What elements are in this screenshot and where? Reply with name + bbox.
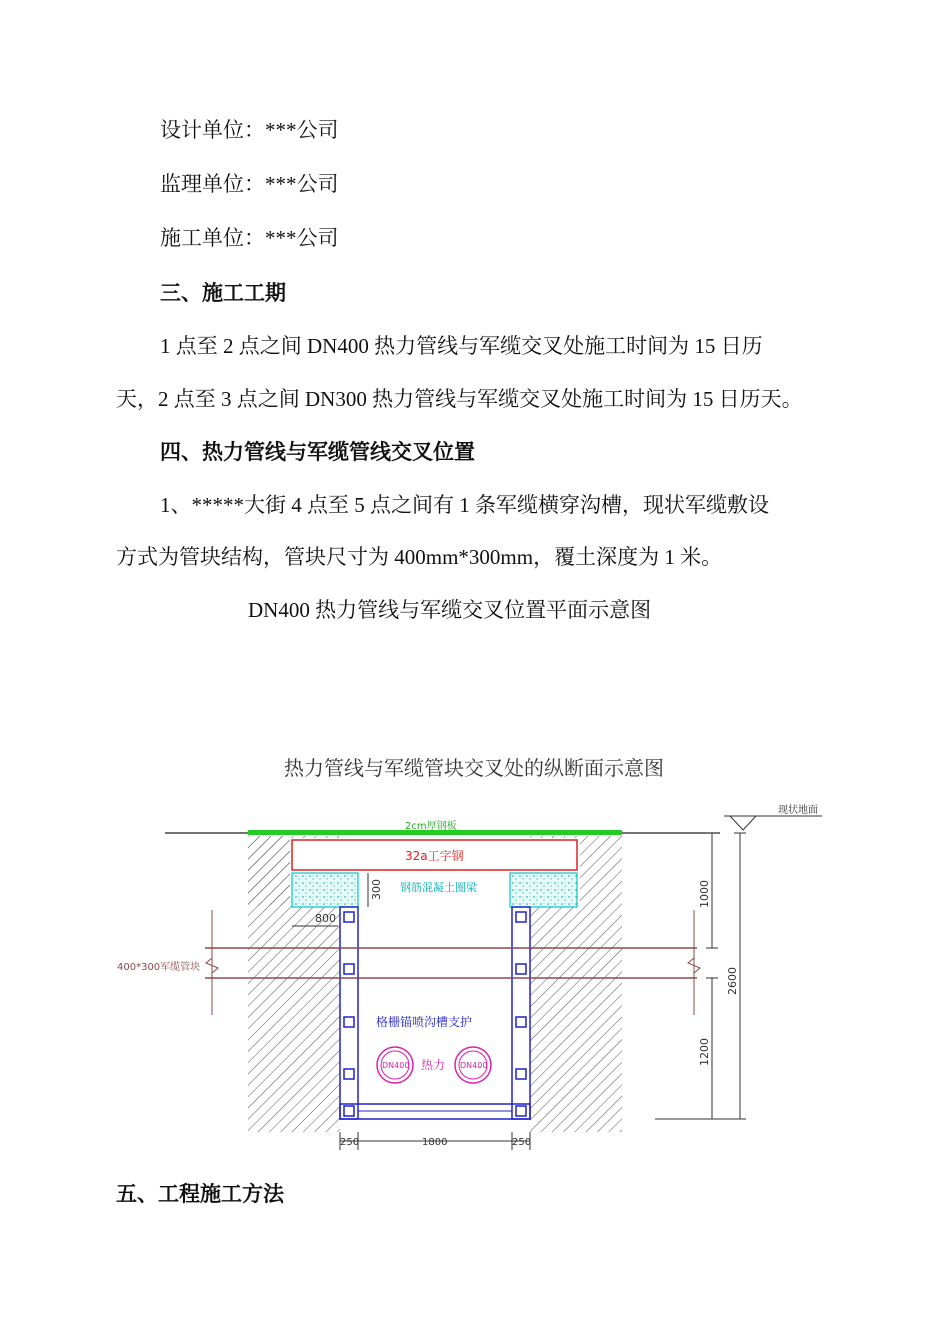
section5-heading: 五、工程施工方法 bbox=[116, 1182, 284, 1206]
supervision-unit-line: 监理单位：***公司 bbox=[160, 172, 339, 196]
cross-section-diagram bbox=[0, 790, 950, 1190]
ring-beam-label: 钢筋混凝土圈梁 bbox=[400, 881, 477, 894]
section3-paragraph-line2: 天，2 点至 3 点之间 DN300 热力管线与军缆交叉处施工时间为 15 日历天。 bbox=[116, 387, 803, 411]
dim-250-right-label: 250 bbox=[512, 1137, 532, 1148]
heat-label: 热力 bbox=[421, 1058, 446, 1072]
dim-1000-label: 1000 bbox=[698, 880, 711, 908]
section3-paragraph-line1: 1 点至 2 点之间 DN400 热力管线与军缆交叉处施工时间为 15 日历 bbox=[160, 334, 763, 358]
dim-300-label: 300 bbox=[370, 879, 383, 900]
dim-1200-label: 1200 bbox=[698, 1038, 711, 1066]
dim-1800-label: 1800 bbox=[422, 1137, 448, 1148]
section4-paragraph-line2: 方式为管块结构，管块尺寸为 400mm*300mm，覆土深度为 1 米。 bbox=[116, 545, 723, 569]
support-label: 格栅锚喷沟槽支护 bbox=[376, 1015, 473, 1029]
ground-label: 现状地面 bbox=[778, 805, 818, 816]
design-unit-line: 设计单位：***公司 bbox=[160, 118, 339, 142]
diagram-title: 热力管线与军缆管块交叉处的纵断面示意图 bbox=[284, 758, 664, 780]
dim-800-label: 800 bbox=[315, 912, 336, 925]
construction-unit-line: 施工单位：***公司 bbox=[160, 226, 339, 250]
section3-heading: 三、施工工期 bbox=[160, 281, 286, 305]
dim-2600-label: 2600 bbox=[726, 967, 739, 995]
ring-beam-left bbox=[292, 873, 358, 907]
plan-caption: DN400 热力管线与军缆交叉位置平面示意图 bbox=[248, 598, 652, 622]
i-beam-label: 32a工字钢 bbox=[405, 849, 464, 863]
section4-heading: 四、热力管线与军缆管线交叉位置 bbox=[160, 440, 475, 464]
section4-paragraph-line1: 1、*****大街 4 点至 5 点之间有 1 条军缆横穿沟槽，现状军缆敷设 bbox=[160, 493, 769, 517]
dim-250-left-label: 250 bbox=[340, 1137, 360, 1148]
heat-pipe-left-label: DN400 bbox=[382, 1061, 410, 1070]
cable-block-label: 400*300军缆管块 bbox=[117, 962, 201, 973]
heat-pipe-right-label: DN400 bbox=[460, 1061, 488, 1070]
ground-level-icon bbox=[724, 816, 822, 830]
ring-beam-right bbox=[510, 873, 577, 907]
steel-plate-label: 2cm厚钢板 bbox=[405, 821, 457, 832]
soil-hatch-top-left bbox=[248, 836, 292, 906]
